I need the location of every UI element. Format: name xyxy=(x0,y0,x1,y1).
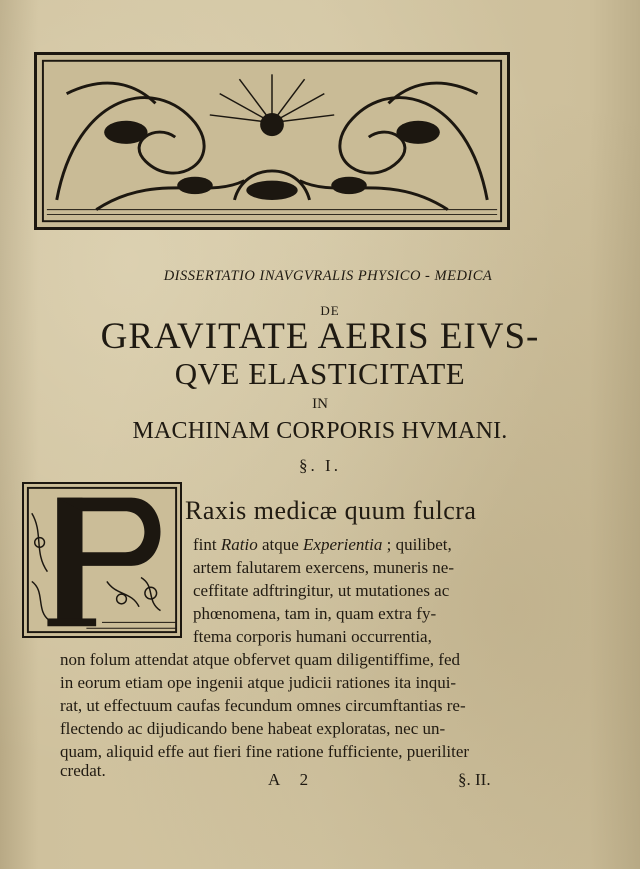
text-line-8: in eorum etiam ope ingenii atque judicii rationes ita inqui- xyxy=(60,673,457,692)
text-line-4: ceffitate adftringitur, ut mutationes ac xyxy=(193,581,450,600)
text-line-7: non folum attendat atque obfervet quam diligentiffime, fed xyxy=(60,650,461,669)
section-heading: §. I. xyxy=(299,456,341,475)
text-line-12: credat. xyxy=(60,761,106,780)
text-line-2: fint Ratio atque Experientia ; quilibet, xyxy=(193,535,452,554)
decorated-initial-p xyxy=(22,482,182,638)
italic-experientia: Experientia xyxy=(303,535,383,554)
text-line-3: artem falutarem exercens, muneris ne- xyxy=(193,558,455,577)
title-in: IN xyxy=(312,396,328,412)
catchword: §. II. xyxy=(458,770,491,789)
title-de: DE xyxy=(320,303,340,318)
text-line-10: flectendo ac dijudicando bene habeat exploratas, nec un- xyxy=(60,719,446,738)
text-line-5: phœnomena, tam in, quam extra fy- xyxy=(193,604,437,623)
text-line-6: ftema corporis humani occurrentia, xyxy=(193,627,432,646)
title-line-3: MACHINAM CORPORIS HVMANI. xyxy=(132,418,508,444)
text-line-9: rat, ut effectuum caufas fecundum omnes circumftantias re- xyxy=(60,696,466,715)
signature-mark: A 2 xyxy=(268,770,317,789)
dissertation-caption: DISSERTATIO INAVGVRALIS PHYSICO - MEDICA xyxy=(163,268,493,284)
text-line-11: quam, aliquid effe aut fieri fine ratione fufficiente, pueriliter xyxy=(60,742,470,761)
title-line-2: QVE ELASTICITATE xyxy=(174,356,466,391)
ornamental-headpiece xyxy=(34,52,510,230)
title-line-1: GRAVITATE AERIS EIVS- xyxy=(100,316,540,357)
italic-ratio: Ratio xyxy=(220,535,258,554)
text-line-1: Raxis medicæ quum fulcra xyxy=(185,496,477,525)
